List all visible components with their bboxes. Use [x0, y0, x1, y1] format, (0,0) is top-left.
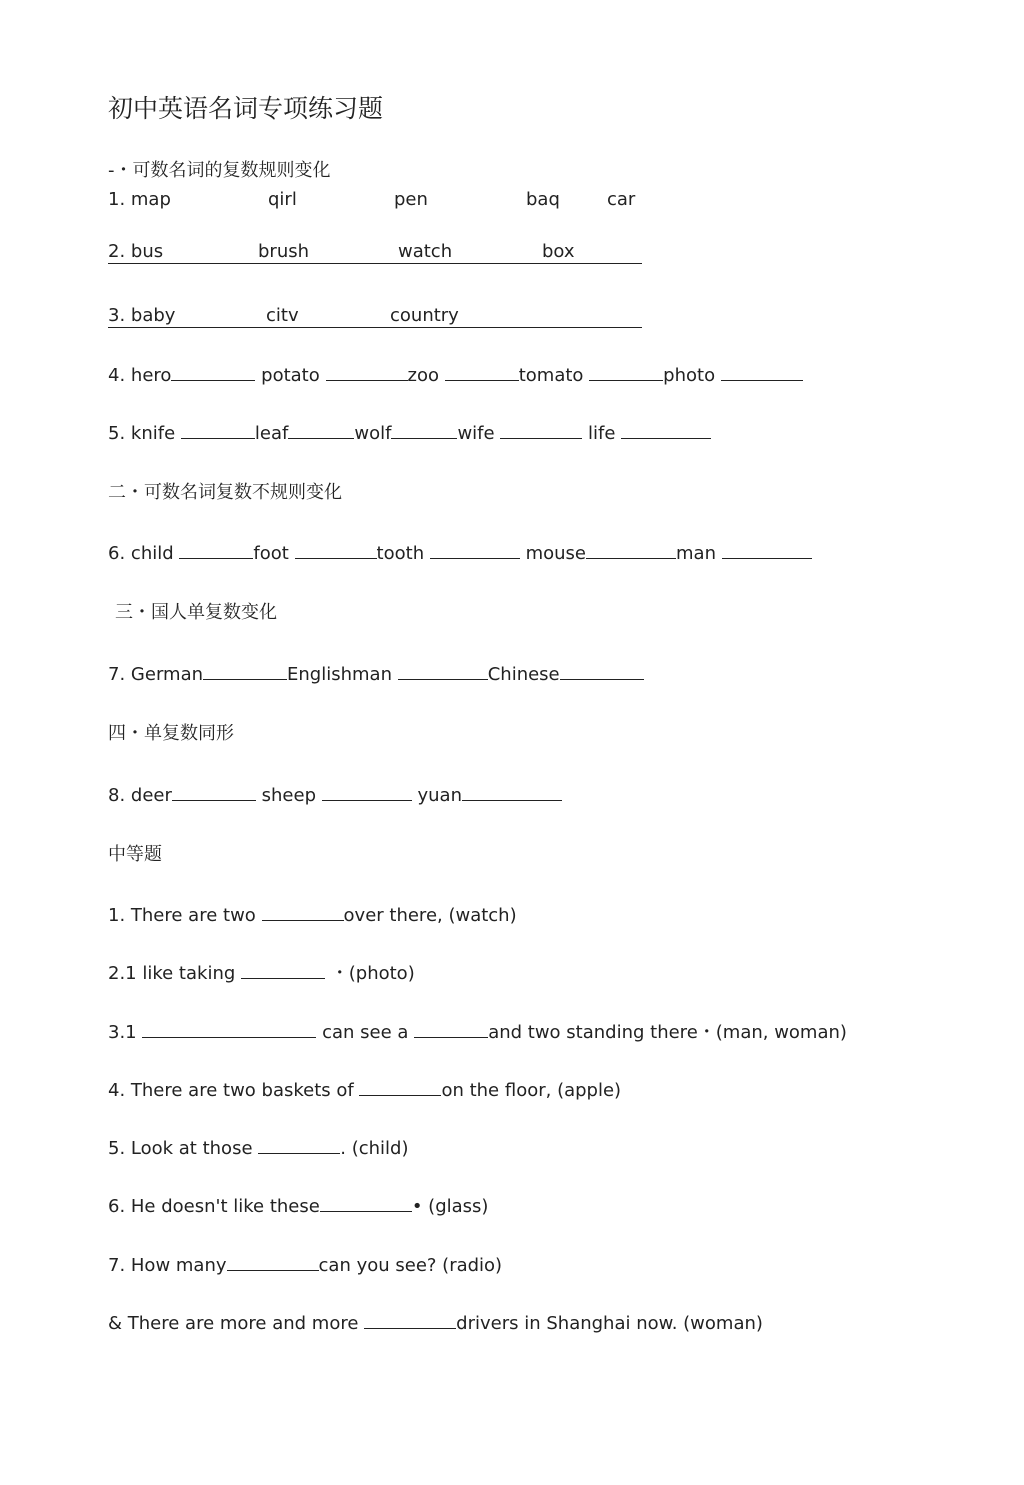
answer-blank[interactable]: [320, 1195, 412, 1212]
answer-blank[interactable]: [326, 364, 408, 381]
section-heading-4: 四・单复数同形: [108, 723, 234, 744]
sentence-text: can see a: [322, 1022, 409, 1043]
sentence-4: [108, 1079, 621, 1102]
answer-line: [108, 263, 642, 264]
exercise-row-1: [108, 189, 708, 211]
word: zoo: [407, 365, 439, 386]
sentence-2: [108, 962, 415, 985]
answer-blank[interactable]: [589, 364, 663, 381]
number: 6.: [108, 543, 126, 564]
answer-blank[interactable]: [203, 663, 287, 680]
word: child: [130, 543, 174, 564]
answer-blank[interactable]: [288, 422, 354, 439]
number: 7.: [108, 664, 126, 685]
word: mouse: [525, 543, 586, 564]
sentence-text: 3.1: [108, 1022, 137, 1043]
exercise-row-8: [108, 784, 562, 807]
answer-blank[interactable]: [241, 962, 325, 979]
answer-blank[interactable]: [621, 422, 711, 439]
word: box: [542, 241, 575, 262]
section-heading-1: -・可数名词的复数规则变化: [108, 160, 331, 181]
answer-blank[interactable]: [560, 663, 644, 680]
sentence-5: [108, 1137, 409, 1160]
sentence-text: 5. Look at those: [108, 1138, 253, 1159]
answer-line: [108, 327, 642, 328]
sentence-text: and two standing there・(man, woman): [488, 1022, 847, 1043]
word: 2. bus: [108, 241, 164, 262]
word: tooth: [376, 543, 425, 564]
word: hero: [130, 365, 172, 386]
answer-blank[interactable]: [179, 542, 253, 559]
answer-blank[interactable]: [414, 1021, 488, 1038]
answer-blank[interactable]: [171, 364, 255, 381]
word: wolf: [354, 423, 392, 444]
word: yuan: [417, 785, 462, 806]
answer-blank[interactable]: [262, 904, 344, 921]
section-heading-3: 三・国人单复数变化: [115, 602, 277, 623]
number: 4.: [108, 365, 126, 386]
sentence-8: [108, 1312, 763, 1335]
sentence-text: can you see? (radio): [318, 1255, 503, 1276]
exercise-row-7: [108, 663, 644, 686]
word: 3. baby: [108, 305, 176, 326]
answer-blank[interactable]: [359, 1079, 441, 1096]
word: man: [676, 543, 716, 564]
word: citv: [266, 305, 299, 326]
word: baq: [526, 189, 560, 210]
word: car: [607, 189, 636, 210]
sentence-text: • (glass): [411, 1196, 489, 1217]
number: 5.: [108, 423, 126, 444]
answer-blank[interactable]: [364, 1312, 456, 1329]
exercise-row-5: [108, 422, 711, 445]
answer-blank[interactable]: [445, 364, 519, 381]
answer-blank[interactable]: [398, 663, 488, 680]
sentence-3: [108, 1021, 847, 1044]
word: knife: [130, 423, 176, 444]
answer-blank[interactable]: [722, 542, 812, 559]
sentence-text: drivers in Shanghai now. (woman): [456, 1313, 763, 1334]
answer-blank[interactable]: [322, 784, 412, 801]
answer-blank[interactable]: [586, 542, 676, 559]
word: tomato: [518, 365, 584, 386]
sentence-text: 6. He doesn't like these: [108, 1196, 320, 1217]
word: photo: [663, 365, 716, 386]
sentence-text: 2.1 like taking: [108, 963, 236, 984]
answer-blank[interactable]: [142, 1021, 316, 1038]
answer-blank[interactable]: [227, 1254, 319, 1271]
word: qirl: [268, 189, 297, 210]
exercise-row-3: [108, 305, 708, 327]
word: potato: [261, 365, 320, 386]
answer-blank[interactable]: [391, 422, 457, 439]
sentence-text: on the floor, (apple): [441, 1080, 622, 1101]
word: brush: [258, 241, 310, 262]
word: leaf: [254, 423, 289, 444]
answer-blank[interactable]: [430, 542, 520, 559]
word: German: [130, 664, 204, 685]
sentence-text: & There are more and more: [108, 1313, 359, 1334]
answer-blank[interactable]: [462, 784, 562, 801]
answer-blank[interactable]: [258, 1137, 340, 1154]
exercise-row-4: [108, 364, 803, 387]
section-heading-2: 二・可数名词复数不规则变化: [108, 482, 342, 503]
answer-blank[interactable]: [500, 422, 582, 439]
word: foot: [253, 543, 289, 564]
word: pen: [394, 189, 428, 210]
word: 1. map: [108, 189, 171, 210]
number: 8.: [108, 785, 126, 806]
section-heading-5: 中等题: [108, 844, 162, 865]
word: deer: [130, 785, 172, 806]
word: life: [588, 423, 616, 444]
answer-blank[interactable]: [295, 542, 377, 559]
sentence-text: 7. How many: [108, 1255, 227, 1276]
answer-blank[interactable]: [721, 364, 803, 381]
word: Chinese: [487, 664, 560, 685]
sentence-text: 4. There are two baskets of: [108, 1080, 354, 1101]
answer-blank[interactable]: [172, 784, 256, 801]
word: country: [390, 305, 459, 326]
sentence-1: [108, 904, 517, 927]
sentence-text: over there, (watch): [343, 905, 517, 926]
sentence-text: 1. There are two: [108, 905, 256, 926]
sentence-text: . (child): [340, 1138, 409, 1159]
answer-blank[interactable]: [181, 422, 255, 439]
word: watch: [398, 241, 453, 262]
sentence-text: ・(photo): [330, 963, 415, 984]
word: wife: [457, 423, 495, 444]
word: Englishman: [287, 664, 392, 685]
sentence-6: [108, 1195, 488, 1218]
exercise-row-6: [108, 542, 812, 565]
page-title: 初中英语名词专项练习题: [108, 94, 384, 123]
exercise-row-2: [108, 241, 708, 263]
word: sheep: [261, 785, 317, 806]
sentence-7: [108, 1254, 502, 1277]
